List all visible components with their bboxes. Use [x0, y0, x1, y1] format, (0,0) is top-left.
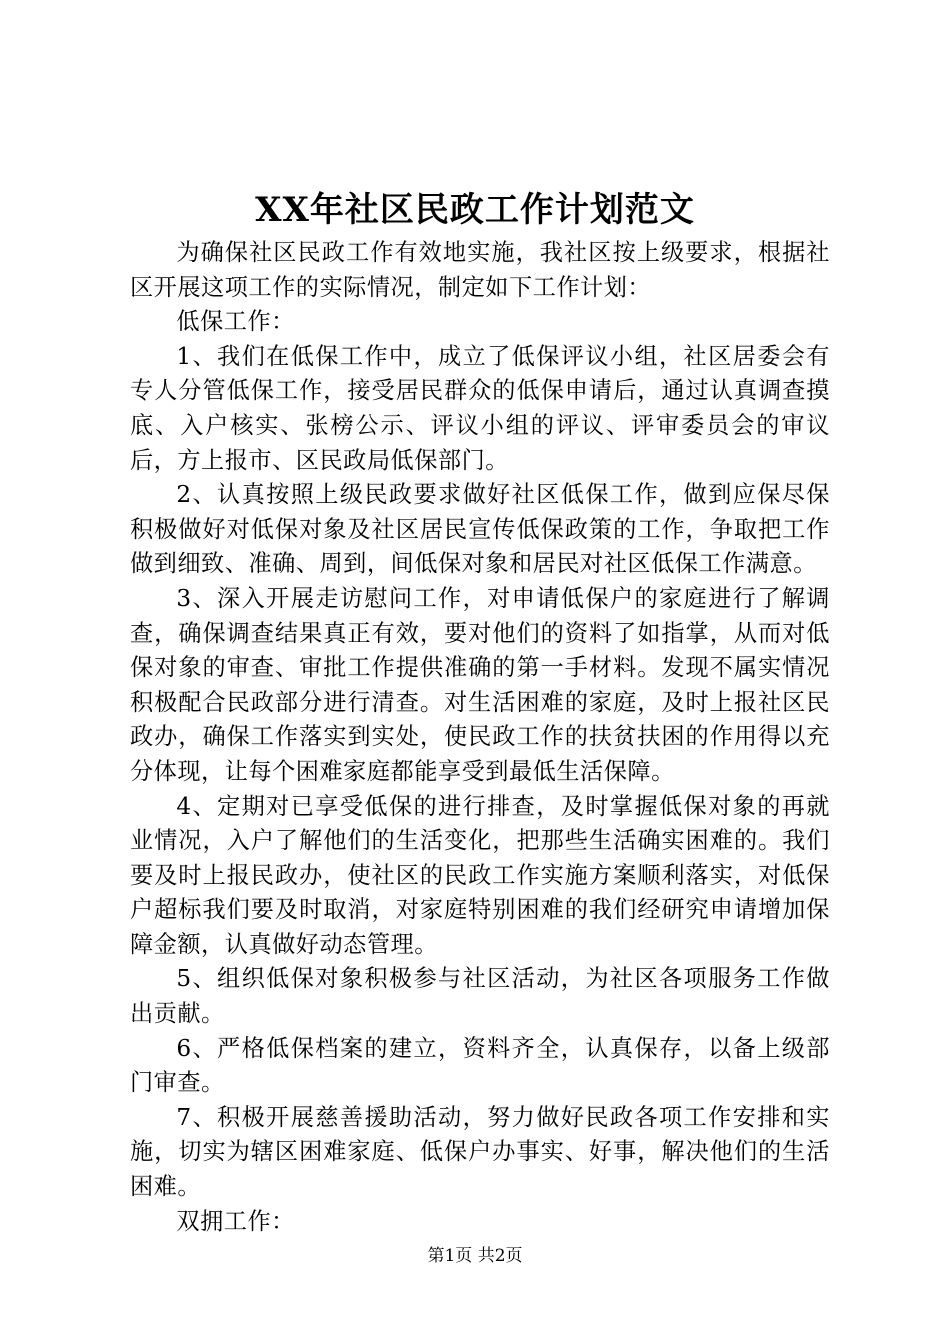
page-number-footer: 第1页 共2页 — [427, 1246, 523, 1266]
document-title: XX年社区民政工作计划范文 — [255, 190, 695, 230]
document-body — [130, 236, 830, 1239]
paragraph-item-2: 2、认真按照上级民政要求做好社区低保工作，做到应保尽保积极做好对低保对象及社区居民宣传低保政策的工作，争取把工作做到细致、准确、周到，间低保对象和居民对社区低保工作满意。 — [130, 481, 830, 578]
section-heading-low-income: 低保工作： — [176, 308, 295, 336]
paragraph-item-4: 4、定期对已享受低保的进行排查，及时掌握低保对象的再就业情况，入户了解他们的生活变化，把那些生活确实困难的。我们要及时上报民政办，使社区的民政工作实施方案顺利落实，对低保户超标我们要及时取消，对家庭特别困难的我们经研究申请增加保障金额，认真做好动态管理。 — [130, 792, 830, 958]
section-heading-double-support: 双拥工作： — [176, 1207, 295, 1235]
paragraph-item-6: 6、严格低保档案的建立，资料齐全，认真保存，以备上级部门审查。 — [130, 1034, 830, 1097]
paragraph-item-5: 5、组织低保对象积极参与社区活动，为社区各项服务工作做出贡献。 — [130, 965, 830, 1028]
paragraph-item-1: 1、我们在低保工作中，成立了低保评议小组，社区居委会有专人分管低保工作，接受居民群众的低保申请后，通过认真调查摸底、入户核实、张榜公示、评议小组的评议、评审委员会的审议后，方上报市、区民政局低保部门。 — [130, 342, 830, 474]
intro-paragraph: 为确保社区民政工作有效地实施，我社区按上级要求，根据社区开展这项工作的实际情况，制定如下工作计划： — [130, 239, 830, 301]
paragraph-item-3: 3、深入开展走访慰问工作，对申请低保户的家庭进行了解调查，确保调查结果真正有效，要对他们的资料了如指掌，从而对低保对象的审查、审批工作提供准确的第一手材料。发现不属实情况积极配合民政部分进行清查。对生活困难的家庭，及时上报社区民政办，确保工作落实到实处，使民政工作的扶贫扶困的作用得以充分体现，让每个困难家庭都能享受到最低生活保障。 — [130, 584, 830, 785]
paragraph-item-7: 7、积极开展慈善援助活动，努力做好民政各项工作安排和实施，切实为辖区困难家庭、低保户办事实、好事，解决他们的生活困难。 — [130, 1103, 830, 1201]
